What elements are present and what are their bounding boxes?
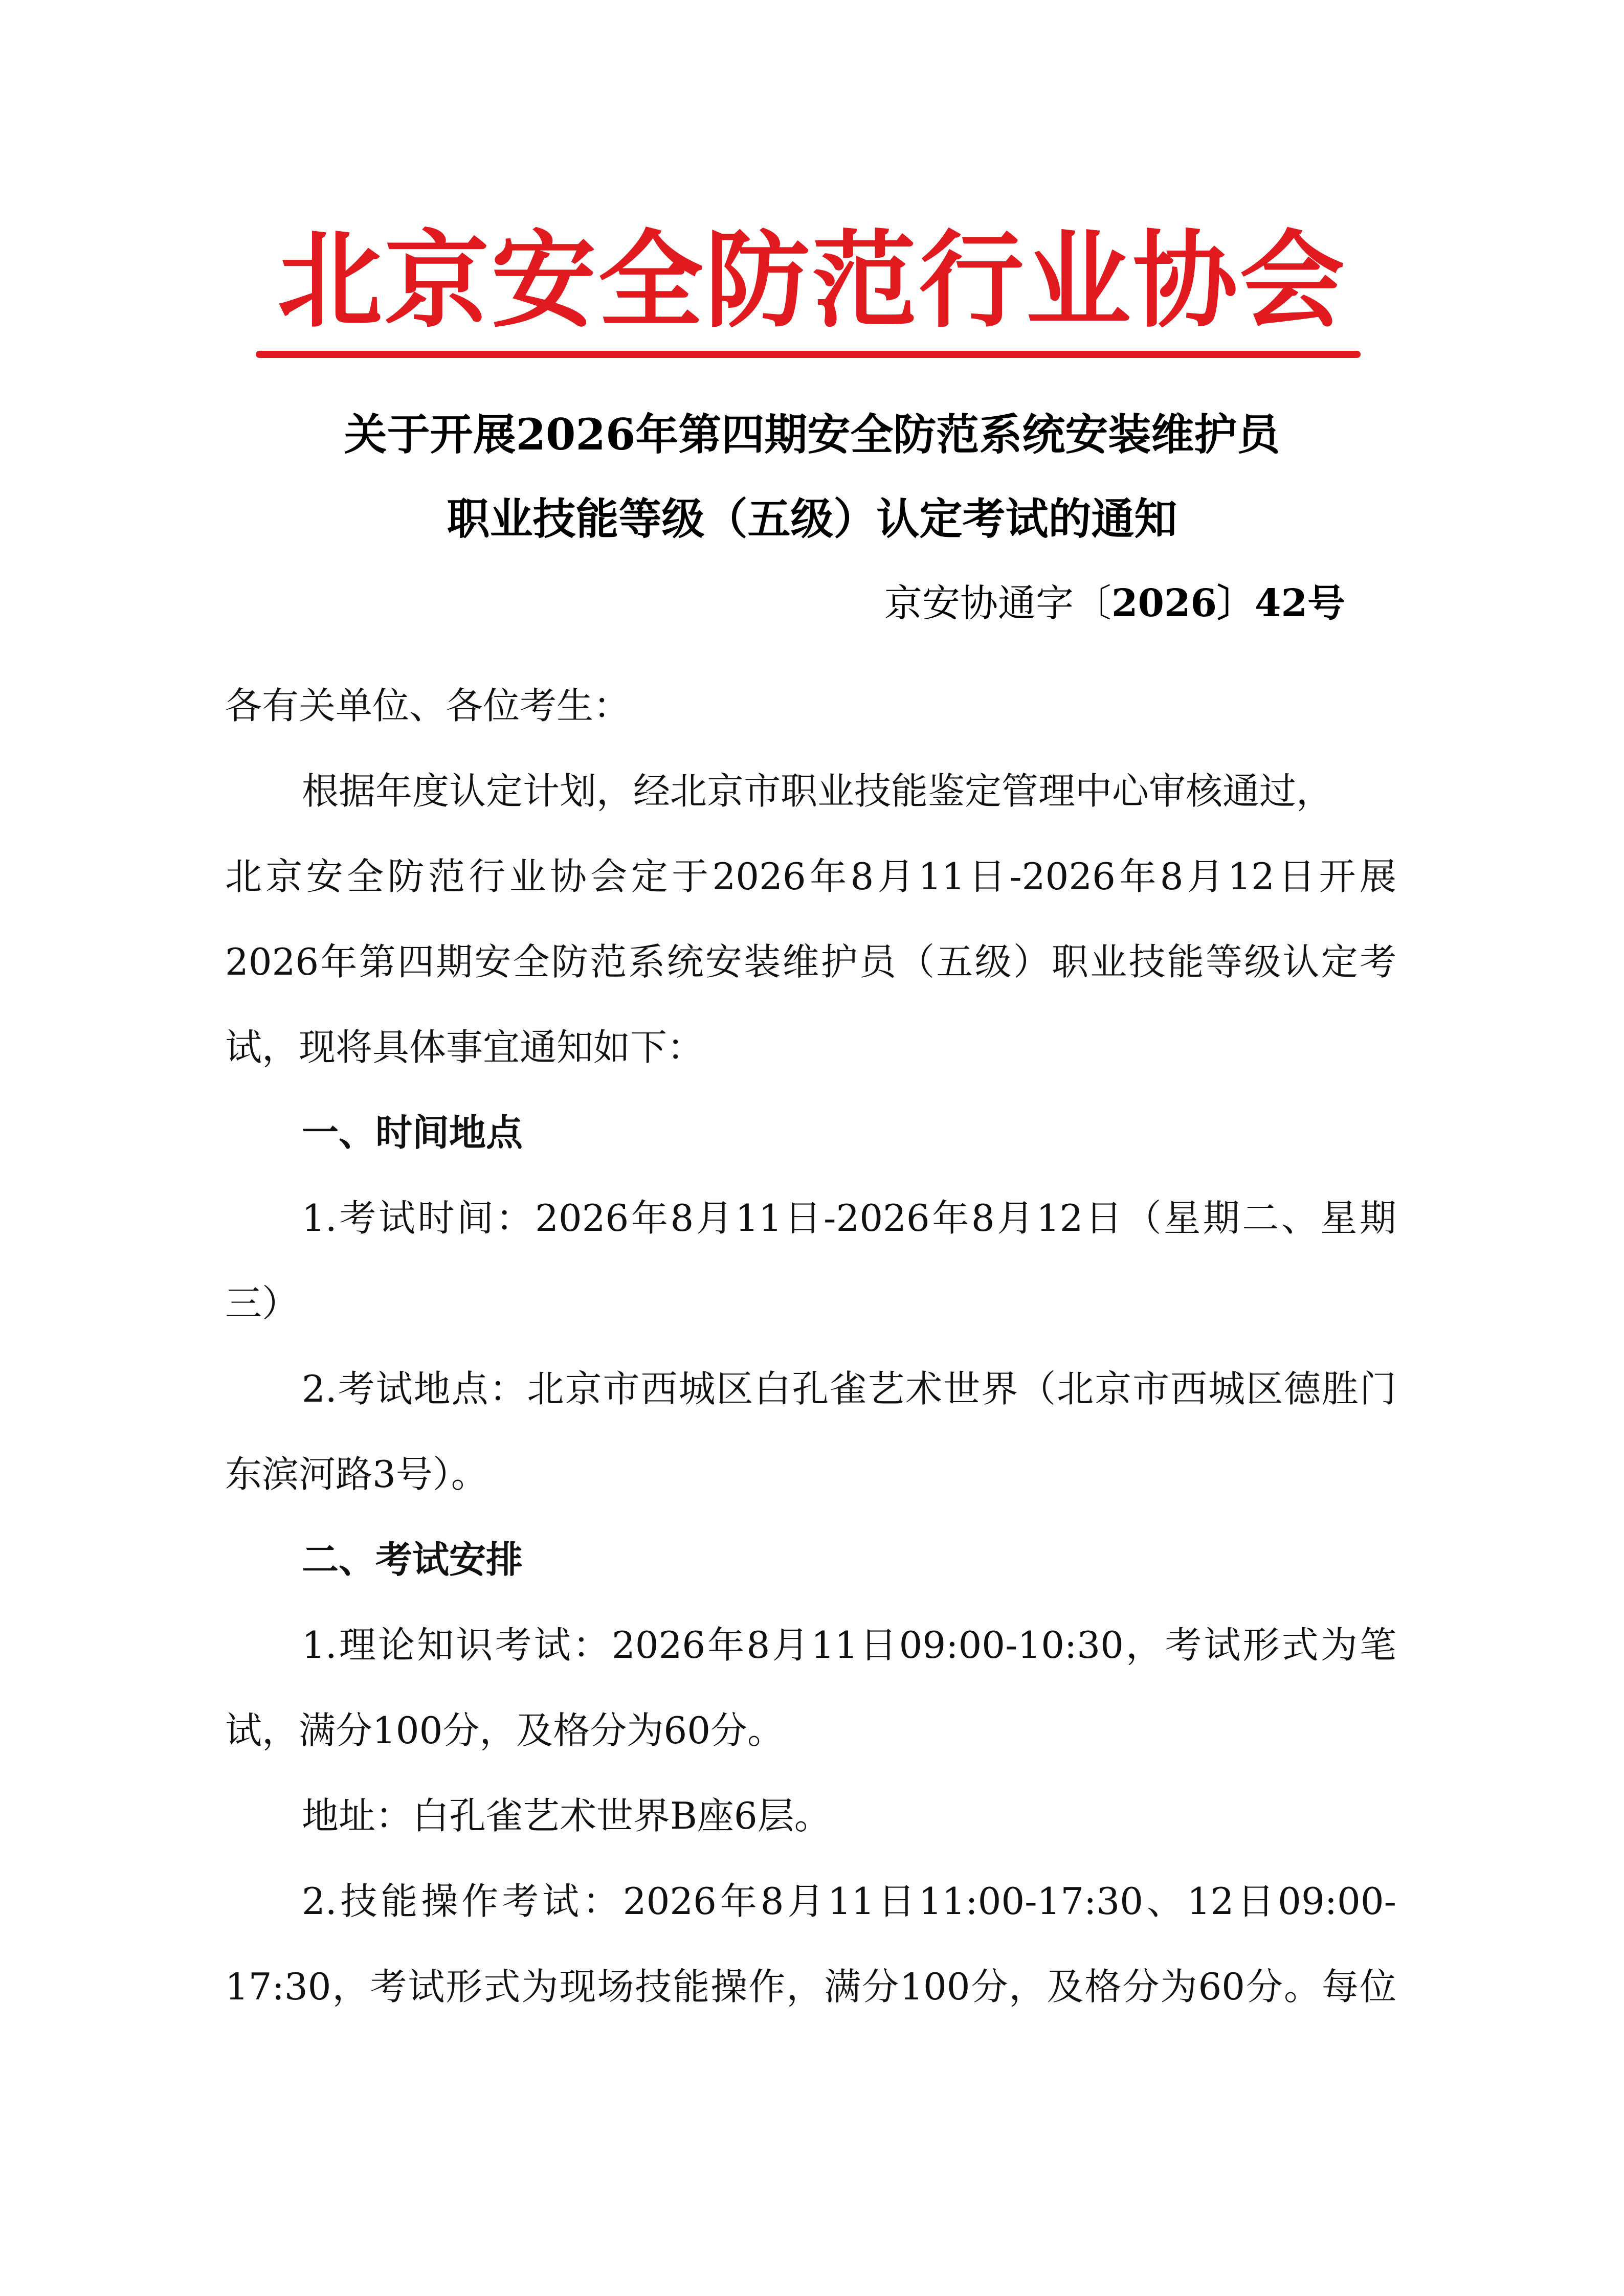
theory-exam-line-1: 1.理论知识考试：2026年8月11日09:00-10:30，考试形式为笔 <box>302 1624 1396 1667</box>
organization-masthead: 北京安全防范行业协会 <box>277 220 1347 342</box>
exam-time-line-2: 三） <box>225 1282 299 1325</box>
theory-exam-address: 地址：白孔雀艺术世界B座6层。 <box>302 1794 831 1837</box>
document-number-year: 2026 <box>1111 581 1217 625</box>
salutation: 各有关单位、各位考生： <box>225 684 631 727</box>
exam-location-line-2: 东滨河路3号）。 <box>225 1453 488 1496</box>
section-heading-time-location: 一、时间地点 <box>302 1111 523 1154</box>
theory-exam-line-2: 试，满分100分，及格分为60分。 <box>225 1709 785 1752</box>
intro-line-1: 根据年度认定计划，经北京市职业技能鉴定管理中心审核通过， <box>302 770 1333 813</box>
document-number-suffix: 〕42号 <box>1217 581 1345 625</box>
notice-title-line-2: 职业技能等级（五级）认定考试的通知 <box>447 493 1177 544</box>
exam-time-line-1: 1.考试时间：2026年8月11日-2026年8月12日（星期二、星期 <box>302 1197 1396 1240</box>
intro-line-3: 2026年第四期安全防范系统安装维护员（五级）职业技能等级认定考 <box>225 940 1396 983</box>
document-number-prefix: 京安协通字〔 <box>884 581 1112 625</box>
masthead-red-divider <box>256 351 1361 358</box>
notice-title-line-1: 关于开展2026年第四期安全防范系统安装维护员 <box>344 409 1280 460</box>
skill-exam-line-1: 2.技能操作考试：2026年8月11日11:00-17:30、12日09:00- <box>302 1880 1396 1923</box>
intro-line-2: 北京安全防范行业协会定于2026年8月11日-2026年8月12日开展 <box>225 855 1396 898</box>
document-number <box>884 575 1345 632</box>
intro-line-4: 试，现将具体事宜通知如下： <box>225 1026 704 1069</box>
exam-location-line-1: 2.考试地点：北京市西城区白孔雀艺术世界（北京市西城区德胜门 <box>302 1367 1396 1410</box>
skill-exam-line-2: 17:30，考试形式为现场技能操作，满分100分，及格分为60分。每位 <box>225 1965 1396 2008</box>
section-heading-exam-arrangement: 二、考试安排 <box>302 1538 523 1581</box>
